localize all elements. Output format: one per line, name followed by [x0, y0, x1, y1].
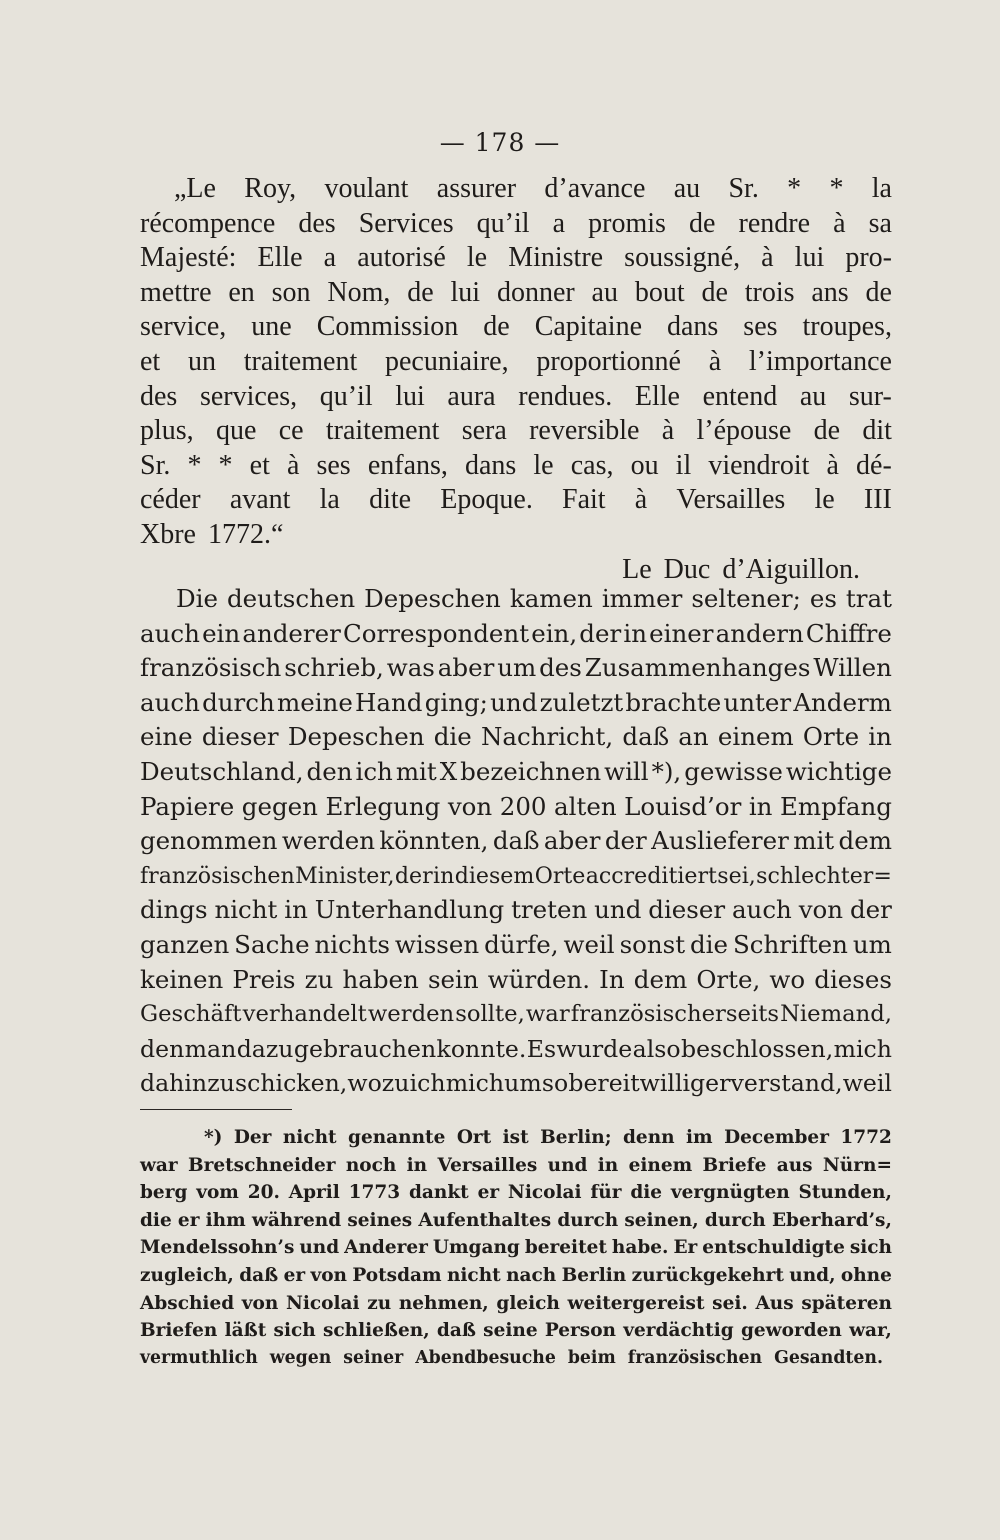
french-line: et un traitement pecuniaire, proportionné à l’importance — [140, 345, 892, 377]
french-line: „Le Roy, voulant assurer d’avance au Sr. * * la — [174, 173, 892, 204]
german-line: genommen werden könnten, daß aber der Auslieferer mit dem — [140, 826, 892, 856]
german-line: Deutschland, den ich mit X bezeichnen will *), gewisse wichtige — [140, 756, 892, 786]
french-line: des services, qu’il lui aura rendues. Elle entend au sur- — [140, 380, 892, 412]
footnote-divider — [140, 1109, 292, 1110]
french-line: Majesté: Elle a autorisé le Ministre soussigné, à lui pro- — [140, 242, 892, 274]
german-line: auch ein anderer Correspondent ein, der in einer andern Chiffre — [140, 618, 892, 648]
german-line: ganzen Sache nichts wissen dürfe, weil sonst die Schriften um — [140, 929, 892, 959]
footnote-line: berg vom 20. April 1773 dankt er Nicolai für die vergnügten Stunden, — [140, 1182, 892, 1204]
french-line: Xbre 1772.“ — [140, 518, 284, 550]
french-line: mettre en son Nom, de lui donner au bout de trois ans de — [140, 276, 892, 308]
footnote-line: *) Der nicht genannte Ort ist Berlin; denn im December 1772 — [204, 1127, 892, 1148]
german-line: den man dazu gebrauchen konnte. Es wurde also beschlossen, mich — [140, 1034, 892, 1063]
footnote-line: war Bretschneider noch in Versailles und in einem Briefe aus Nürn= — [140, 1154, 892, 1176]
french-letter — [140, 172, 892, 587]
german-line: eine dieser Depeschen die Nachricht, daß an einem Orte in — [140, 722, 892, 752]
german-line: Papiere gegen Erlegung von 200 alten Louisd’or in Empfang — [140, 791, 892, 821]
french-line: récompence des Services qu’il a promis de rendre à sa — [140, 207, 892, 239]
german-line: dings nicht in Unterhandlung treten und dieser auch von der — [140, 895, 892, 925]
footnote-line: zugleich, daß er von Potsdam nicht nach Berlin zurückgekehrt und, ohne — [140, 1264, 892, 1286]
footnote-line: Abschied von Nicolai zu nehmen, gleich weitergereist sei. Aus späteren — [140, 1292, 892, 1314]
german-line: Geschäft verhandelt werden sollte, war französischerseits Niemand, — [140, 1001, 892, 1028]
french-line: céder avant la dite Epoque. Fait à Versailles le III — [140, 484, 892, 516]
footnote-line: Briefen läßt sich schließen, daß seine Person verdächtig geworden war, — [140, 1320, 892, 1342]
german-text — [140, 582, 892, 1101]
signature: Le Duc d’Aiguillon. — [622, 553, 860, 585]
german-line: auch durch meine Hand ging; und zuletzt brachte unter Anderm — [140, 687, 892, 717]
french-line: service, une Commission de Capitaine dans ses troupes, — [140, 311, 892, 343]
french-line: plus, que ce traitement sera reversible à l’épouse de dit — [140, 415, 892, 447]
german-line: französischen Minister, der in diesem Orte accreditiert sei, schlechter= — [140, 862, 892, 889]
footnote-line: die er ihm während seines Aufenthaltes durch seinen, durch Eberhard’s, — [140, 1209, 892, 1231]
german-line: französisch schrieb, was aber um des Zusammenhanges Willen — [140, 653, 892, 683]
german-line: Die deutschen Depeschen kamen immer seltener; es trat — [176, 584, 892, 613]
german-line: keinen Preis zu haben sein würden. In dem Orte, wo dieses — [140, 964, 892, 994]
footnote-line: vermuthlich wegen seiner Abendbesuche beim französischen Gesandten. — [140, 1347, 883, 1368]
footnote-line: Mendelssohn’s und Anderer Umgang bereitet habe. Er entschuldigte sich — [140, 1237, 892, 1259]
german-line: dahin zu schicken, wozu ich mich um so bereitwilliger verstand, weil — [140, 1069, 892, 1098]
french-line: Sr. * * et à ses enfans, dans le cas, ou il viendroit à dé- — [140, 449, 892, 481]
page-number: — 178 — — [439, 128, 561, 157]
footnote — [140, 1124, 892, 1372]
